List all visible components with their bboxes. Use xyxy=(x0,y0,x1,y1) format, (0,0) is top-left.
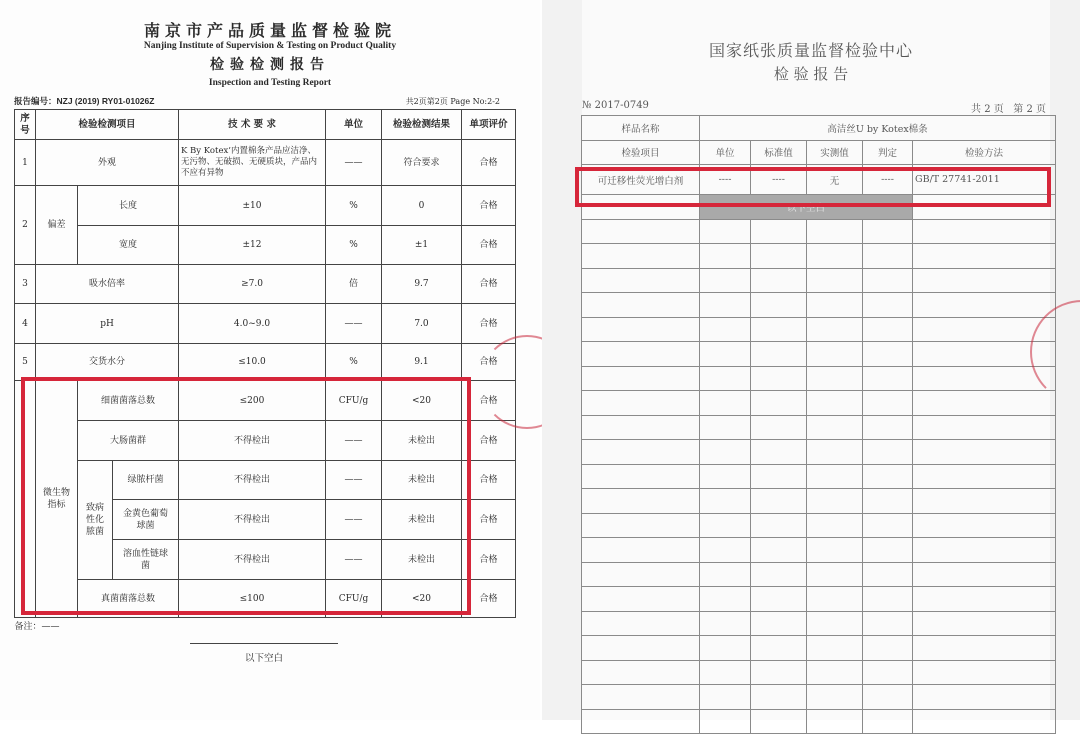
left-blank-below: 以下空白 xyxy=(244,653,283,664)
empty-row xyxy=(582,709,1056,734)
row-unit: % xyxy=(326,344,382,381)
row-requirement: ≤10.0 xyxy=(179,344,326,381)
row-item: 金黄色葡萄球菌 xyxy=(113,500,179,540)
table-header-row xyxy=(15,110,516,140)
left-title-en: Inspection and Testing Report xyxy=(208,78,332,88)
row-measured: 无 xyxy=(807,165,863,195)
empty-row xyxy=(582,293,1056,318)
row-group-label: 偏差 xyxy=(36,186,78,265)
row-evaluation: 合格 xyxy=(462,226,516,265)
row-requirement: ≥7.0 xyxy=(179,265,326,304)
row-no: 5 xyxy=(15,344,36,381)
row-evaluation: 合格 xyxy=(462,580,516,618)
row-result: 符合要求 xyxy=(382,140,462,186)
right-inspection-table xyxy=(581,115,1056,734)
empty-row xyxy=(582,562,1056,587)
row-unit: CFU/g xyxy=(326,580,382,618)
table-row xyxy=(15,140,516,186)
table-row xyxy=(15,304,516,344)
row-result: ±1 xyxy=(382,226,462,265)
row-item: 宽度 xyxy=(78,226,179,265)
empty-row xyxy=(582,587,1056,612)
empty-row xyxy=(582,342,1056,367)
empty-row xyxy=(582,464,1056,489)
row-requirement: 不得检出 xyxy=(179,421,326,461)
right-org-name: 国家纸张质量监督检验中心 xyxy=(708,41,913,60)
row-subgroup-label: 致病性化脓菌 xyxy=(78,461,113,580)
row-evaluation: 合格 xyxy=(462,304,516,344)
empty-row xyxy=(582,415,1056,440)
row-method: GB/T 27741-2011 xyxy=(913,165,1056,195)
row-standard: ---- xyxy=(751,165,807,195)
row-result: 0 xyxy=(382,186,462,226)
row-judgement: ---- xyxy=(863,165,913,195)
row-result: 9.1 xyxy=(382,344,462,381)
row-no: 2 xyxy=(15,186,36,265)
row-result: <20 xyxy=(382,580,462,618)
row-evaluation: 合格 xyxy=(462,500,516,540)
header-method: 检验方法 xyxy=(913,140,1056,165)
empty-row xyxy=(582,538,1056,563)
table-row xyxy=(15,344,516,381)
row-item: 交货水分 xyxy=(36,344,179,381)
header-evaluation: 单项评价 xyxy=(462,110,516,140)
row-requirement: ≤100 xyxy=(179,580,326,618)
row-item: 真菌菌落总数 xyxy=(78,580,179,618)
empty-row xyxy=(582,660,1056,685)
row-result: 未检出 xyxy=(382,421,462,461)
left-title-cn: 检验检测报告 xyxy=(210,57,330,73)
row-evaluation: 合格 xyxy=(462,186,516,226)
remark-text: 备注：—— xyxy=(14,621,60,632)
header-item: 检验检测项目 xyxy=(36,110,179,140)
table-row xyxy=(15,265,516,304)
empty-row xyxy=(582,219,1056,244)
sample-row xyxy=(582,116,1056,141)
row-item: 绿脓杆菌 xyxy=(113,461,179,500)
row-item: 大肠菌群 xyxy=(78,421,179,461)
header-no: 序号 xyxy=(15,110,36,140)
sample-label: 样品名称 xyxy=(582,116,700,141)
row-unit: —— xyxy=(326,540,382,580)
header-result: 检验检测结果 xyxy=(382,110,462,140)
highlight-box-microbial xyxy=(21,377,471,615)
row-unit: 倍 xyxy=(326,265,382,304)
row-unit: CFU/g xyxy=(326,381,382,421)
left-org-name-cn: 南京市产品质量监督检验院 xyxy=(143,21,396,40)
row-item: 外观 xyxy=(36,140,179,186)
row-item: 可迁移性荧光增白剂 xyxy=(582,165,700,195)
row-unit: —— xyxy=(326,500,382,540)
row-requirement: K By Kotex’内置棉条产品应洁净、无污物、无破损、无硬质块，产品内不应有异物 xyxy=(179,140,326,186)
empty-row xyxy=(582,366,1056,391)
row-requirement: 不得检出 xyxy=(179,461,326,500)
sample-value: 高洁丝U by Kotex棉条 xyxy=(700,116,1056,141)
header-item: 检验项目 xyxy=(582,140,700,165)
empty-row xyxy=(582,685,1056,710)
empty-row xyxy=(582,268,1056,293)
right-report-number: № 2017-0749 xyxy=(582,100,649,111)
table-header-row xyxy=(582,140,1056,165)
row-result: 未检出 xyxy=(382,461,462,500)
row-unit: ---- xyxy=(700,165,751,195)
row-requirement: ±10 xyxy=(179,186,326,226)
empty-row xyxy=(582,513,1056,538)
row-no: 4 xyxy=(15,304,36,344)
right-page-info: 共 2 页 第 2 页 xyxy=(971,104,1046,115)
row-item: 细菌菌落总数 xyxy=(78,381,179,421)
empty-row xyxy=(582,317,1056,342)
row-unit: —— xyxy=(326,461,382,500)
row-evaluation: 合格 xyxy=(462,461,516,500)
row-requirement: 不得检出 xyxy=(179,500,326,540)
table-row xyxy=(15,186,516,226)
empty-row xyxy=(582,391,1056,416)
right-blank-below: 以下空白 xyxy=(700,195,913,220)
empty-row xyxy=(582,440,1056,465)
row-unit: % xyxy=(326,226,382,265)
row-evaluation: 合格 xyxy=(462,140,516,186)
row-no: 3 xyxy=(15,265,36,304)
row-evaluation: 合格 xyxy=(462,265,516,304)
row-unit: % xyxy=(326,186,382,226)
row-group-label: 微生物指标 xyxy=(36,381,78,618)
empty-row xyxy=(582,611,1056,636)
row-evaluation: 合格 xyxy=(462,344,516,381)
row-evaluation: 合格 xyxy=(462,381,516,421)
row-requirement: 不得检出 xyxy=(179,540,326,580)
remark-row xyxy=(15,618,516,636)
row-item: 吸水倍率 xyxy=(36,265,179,304)
header-measured: 实测值 xyxy=(807,140,863,165)
left-org-name-en: Nanjing Institute of Supervision & Testing on Product Quality xyxy=(143,41,397,51)
header-requirement: 技 术 要 求 xyxy=(179,110,326,140)
row-requirement: ≤200 xyxy=(179,381,326,421)
left-report-number: 报告编号：NZJ (2019) RY01-01026Z xyxy=(14,96,155,106)
row-item: 溶血性链球菌 xyxy=(113,540,179,580)
highlight-box-fluorescent-agent xyxy=(575,167,1051,207)
header-standard: 标准值 xyxy=(751,140,807,165)
row-requirement: 4.0~9.0 xyxy=(179,304,326,344)
row-unit: —— xyxy=(326,140,382,186)
row-item: pH xyxy=(36,304,179,344)
row-item: 长度 xyxy=(78,186,179,226)
header-unit: 单位 xyxy=(700,140,751,165)
row-evaluation: 合格 xyxy=(462,421,516,461)
row-result: <20 xyxy=(382,381,462,421)
row-no: 1 xyxy=(15,140,36,186)
empty-row xyxy=(582,636,1056,661)
row-unit: —— xyxy=(326,421,382,461)
row-evaluation: 合格 xyxy=(462,540,516,580)
right-title: 检 验 报 告 xyxy=(773,65,849,83)
header-judgement: 判定 xyxy=(863,140,913,165)
row-result: 未检出 xyxy=(382,540,462,580)
row-unit: —— xyxy=(326,304,382,344)
header-unit: 单位 xyxy=(326,110,382,140)
empty-row xyxy=(582,489,1056,514)
row-result: 9.7 xyxy=(382,265,462,304)
row-result: 7.0 xyxy=(382,304,462,344)
row-requirement: ±12 xyxy=(179,226,326,265)
table-row xyxy=(15,226,516,265)
row-result: 未检出 xyxy=(382,500,462,540)
empty-row xyxy=(582,244,1056,269)
left-page-info: 共2页第2页 Page No:2-2 xyxy=(405,97,500,106)
blank-divider xyxy=(190,643,338,644)
